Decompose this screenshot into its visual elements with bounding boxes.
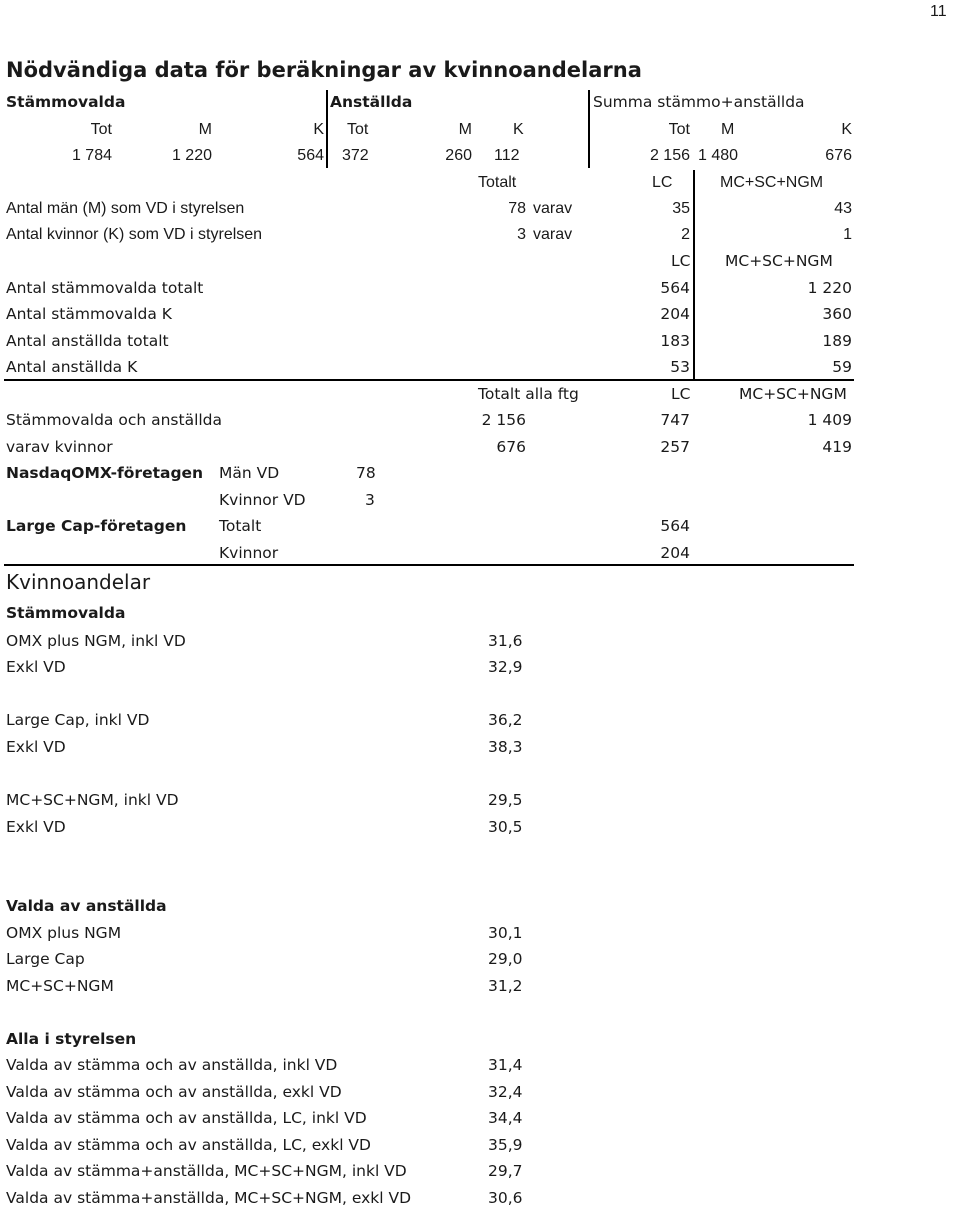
counts-row-0-mc: 1 220: [807, 279, 852, 297]
combined-row-0-label: Stämmovalda och anställda: [6, 411, 223, 429]
group-stammovalda: Stämmovalda: [6, 93, 126, 111]
alla-row-0-value: 31,4: [488, 1056, 523, 1074]
vd-row-women-mc: 1: [843, 226, 852, 243]
hdr-a-k: K: [513, 121, 524, 138]
largecap-total-value: 564: [660, 517, 690, 535]
alla-row-4-label: Valda av stämma+anställda, MC+SC+NGM, inkl VD: [6, 1162, 407, 1180]
omx-men-label: Män VD: [219, 464, 280, 482]
stammovalda-row-0-value: 31,6: [488, 632, 523, 650]
valda-anstallda-row-2-label: MC+SC+NGM: [6, 977, 114, 995]
counts-row-2-mc: 189: [822, 332, 852, 350]
val-s-tot: 1 784: [71, 147, 112, 164]
divider-anstallda-summa: [588, 90, 590, 168]
omx-label: NasdaqOMX-företagen: [6, 464, 204, 482]
stammovalda-row-4-value: 29,5: [488, 791, 523, 809]
hdr-s-k: K: [313, 121, 324, 138]
counts-hdr-mc: MC+SC+NGM: [725, 252, 833, 270]
stammovalda-row-3-value: 38,3: [488, 738, 523, 756]
alla-row-3-label: Valda av stämma och av anställda, LC, exkl VD: [6, 1136, 371, 1154]
combined-row-0-total: 2 156: [481, 411, 526, 429]
vd-row-men-label: Antal män (M) som VD i styrelsen: [6, 200, 245, 217]
vd-row-women-varav: varav: [533, 226, 573, 243]
combined-row-1-total: 676: [496, 438, 526, 456]
val-sum-tot: 2 156: [649, 147, 690, 164]
val-sum-k: 676: [825, 147, 852, 164]
combined-row-0-mc: 1 409: [807, 411, 852, 429]
group-summa: Summa stämmo+anställda: [593, 93, 805, 111]
alla-row-1-value: 32,4: [488, 1083, 523, 1101]
val-s-k: 564: [297, 147, 324, 164]
largecap-total-label: Totalt: [219, 517, 262, 535]
combined-row-1-mc: 419: [822, 438, 852, 456]
combined-hdr-lc: LC: [671, 385, 691, 403]
combined-row-1-lc: 257: [660, 438, 690, 456]
hdr-sum-k: K: [841, 121, 852, 138]
hdr-sum-tot: Tot: [668, 121, 690, 138]
vd-row-men-mc: 43: [834, 200, 852, 217]
val-s-m: 1 220: [171, 147, 212, 164]
omx-women-label: Kvinnor VD: [219, 491, 306, 509]
group-anstallda: Anställda: [330, 93, 413, 111]
omx-women-value: 3: [365, 491, 375, 509]
stammovalda-row-2-value: 36,2: [488, 711, 523, 729]
val-a-tot: 372: [342, 147, 369, 164]
combined-row-1-label: varav kvinnor: [6, 438, 113, 456]
combined-hdr-totalt: Totalt alla ftg: [478, 385, 579, 403]
vd-row-women-label: Antal kvinnor (K) som VD i styrelsen: [6, 226, 263, 243]
largecap-label: Large Cap-företagen: [6, 517, 187, 535]
kvinnoandelar-heading: Kvinnoandelar: [6, 570, 151, 594]
alla-row-1-label: Valda av stämma och av anställda, exkl VD: [6, 1083, 342, 1101]
counts-row-3-label: Antal anställda K: [6, 358, 138, 376]
divider-stammovalda-anstallda: [326, 90, 328, 168]
divider-vd-lc: [693, 170, 695, 250]
valda-anstallda-heading: Valda av anställda: [6, 897, 167, 915]
counts-row-3-lc: 53: [670, 358, 690, 376]
stammovalda-row-1-value: 32,9: [488, 658, 523, 676]
stammovalda-row-5-label: Exkl VD: [6, 818, 66, 836]
valda-anstallda-row-2-value: 31,2: [488, 977, 523, 995]
vd-row-men-total: 78: [508, 200, 526, 217]
hdr-s-tot: Tot: [90, 121, 112, 138]
counts-row-0-lc: 564: [660, 279, 690, 297]
alla-row-4-value: 29,7: [488, 1162, 523, 1180]
omx-men-value: 78: [356, 464, 376, 482]
alla-row-5-value: 30,6: [488, 1189, 523, 1207]
stammovalda-row-4-label: MC+SC+NGM, inkl VD: [6, 791, 179, 809]
alla-row-5-label: Valda av stämma+anställda, MC+SC+NGM, exkl VD: [6, 1189, 412, 1207]
valda-anstallda-row-0-value: 30,1: [488, 924, 523, 942]
alla-row-3-value: 35,9: [488, 1136, 523, 1154]
stammovalda-row-1-label: Exkl VD: [6, 658, 66, 676]
alla-row-0-label: Valda av stämma och av anställda, inkl VD: [6, 1056, 338, 1074]
stammovalda-row-5-value: 30,5: [488, 818, 523, 836]
divider-counts-lc: [693, 250, 695, 380]
rule-after-counts: [4, 379, 854, 381]
alla-row-2-label: Valda av stämma och av anställda, LC, inkl VD: [6, 1109, 367, 1127]
stammovalda-heading: Stämmovalda: [6, 604, 126, 622]
combined-row-0-lc: 747: [660, 411, 690, 429]
counts-hdr-lc: LC: [671, 252, 691, 270]
counts-row-0-label: Antal stämmovalda totalt: [6, 279, 204, 297]
valda-anstallda-row-0-label: OMX plus NGM: [6, 924, 122, 942]
largecap-women-label: Kvinnor: [219, 544, 279, 562]
counts-row-2-label: Antal anställda totalt: [6, 332, 169, 350]
counts-row-1-label: Antal stämmovalda K: [6, 305, 172, 323]
counts-row-2-lc: 183: [660, 332, 690, 350]
vd-hdr-mc: MC+SC+NGM: [720, 174, 824, 191]
hdr-a-tot: Tot: [347, 121, 369, 138]
page-number: 11: [930, 3, 947, 20]
counts-row-3-mc: 59: [832, 358, 852, 376]
valda-anstallda-row-1-label: Large Cap: [6, 950, 85, 968]
vd-hdr-lc: LC: [652, 174, 673, 191]
counts-row-1-lc: 204: [660, 305, 690, 323]
alla-heading: Alla i styrelsen: [6, 1030, 137, 1048]
largecap-women-value: 204: [660, 544, 690, 562]
vd-row-women-total: 3: [517, 226, 526, 243]
valda-anstallda-row-1-value: 29,0: [488, 950, 523, 968]
vd-row-men-lc: 35: [672, 200, 690, 217]
rule-after-largecap: [4, 564, 854, 566]
val-sum-m: 1 480: [698, 147, 739, 164]
hdr-s-m: M: [198, 121, 212, 138]
val-a-k: 112: [494, 147, 520, 164]
stammovalda-row-2-label: Large Cap, inkl VD: [6, 711, 150, 729]
page-title: Nödvändiga data för beräkningar av kvinnoandelarna: [6, 58, 642, 82]
hdr-sum-m: M: [721, 121, 735, 138]
hdr-a-m: M: [458, 121, 472, 138]
counts-row-1-mc: 360: [822, 305, 852, 323]
val-a-m: 260: [445, 147, 472, 164]
vd-hdr-totalt: Totalt: [478, 174, 517, 191]
vd-row-women-lc: 2: [681, 226, 690, 243]
stammovalda-row-3-label: Exkl VD: [6, 738, 66, 756]
stammovalda-row-0-label: OMX plus NGM, inkl VD: [6, 632, 186, 650]
vd-row-men-varav: varav: [533, 200, 573, 217]
alla-row-2-value: 34,4: [488, 1109, 523, 1127]
combined-hdr-mc: MC+SC+NGM: [739, 385, 847, 403]
